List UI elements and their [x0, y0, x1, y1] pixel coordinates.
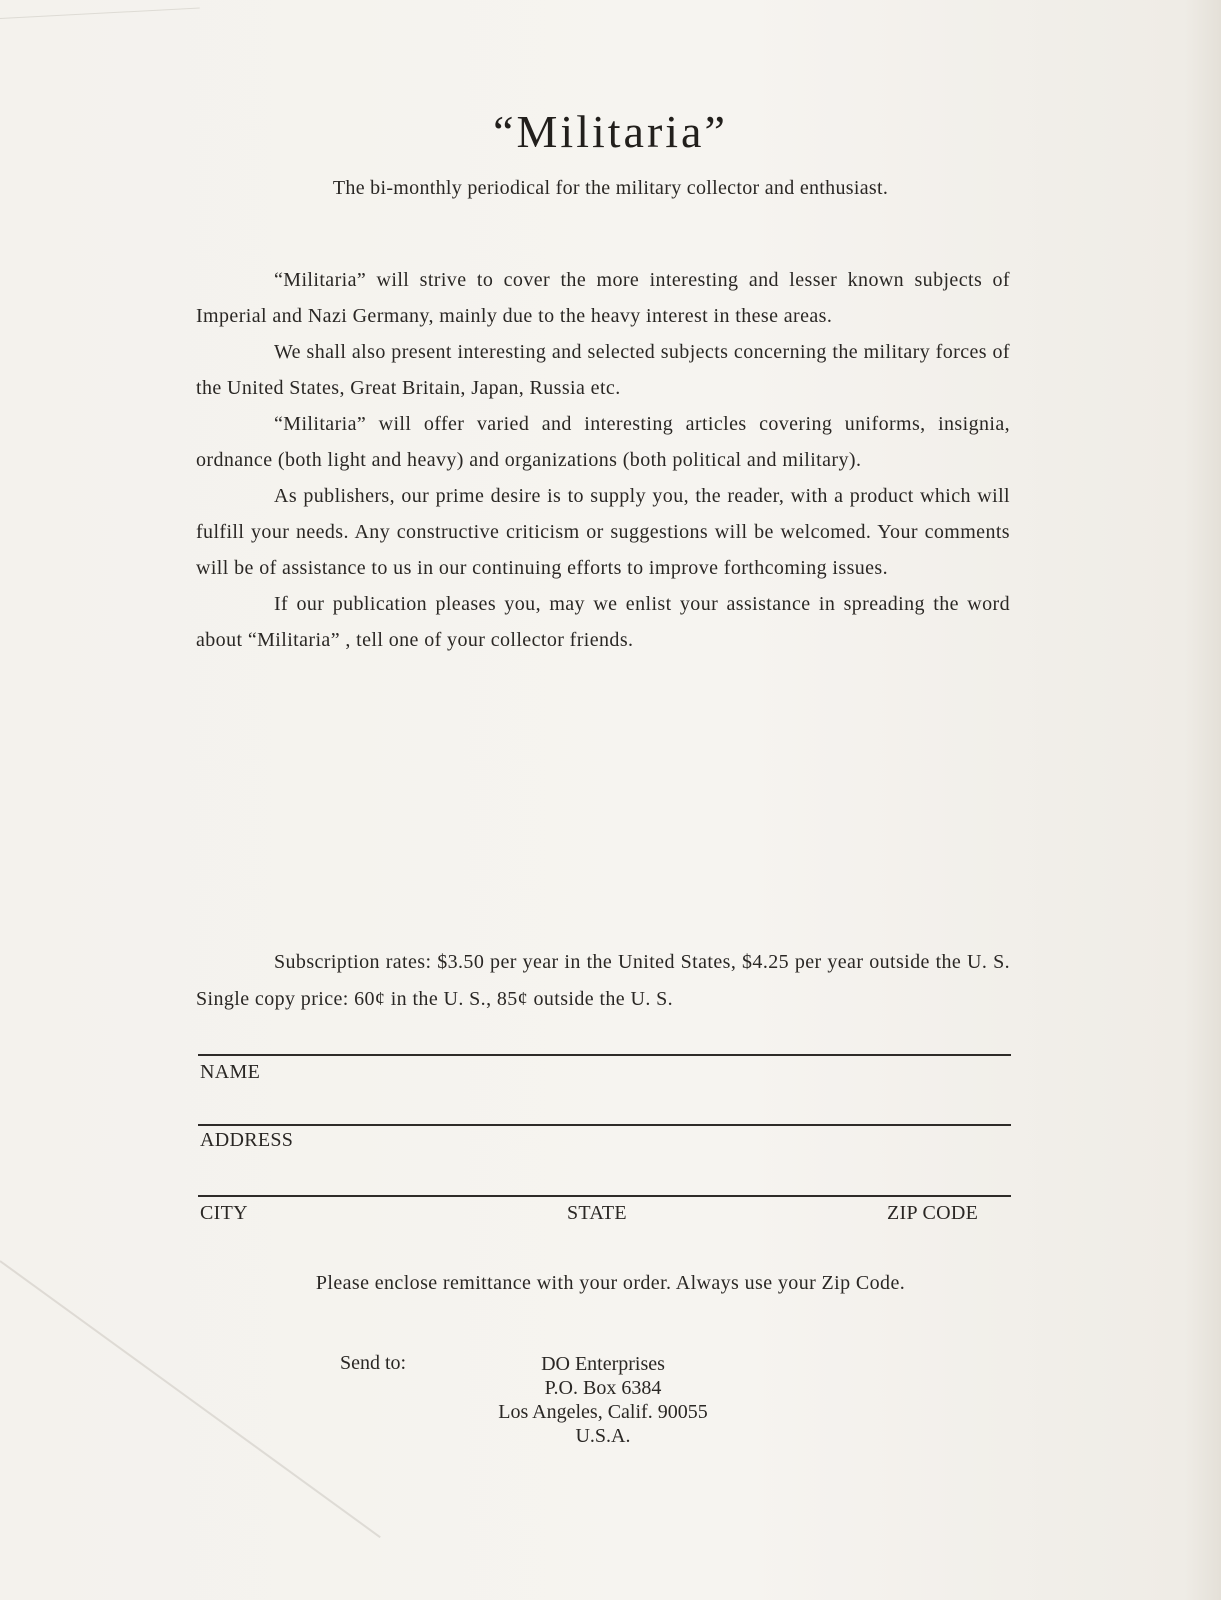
remittance-note: Please enclose remittance with your order. Always use your Zip Code. [315, 1272, 906, 1294]
city-state-zip-field-line[interactable] [198, 1195, 1011, 1197]
name-label: NAME [200, 1061, 261, 1083]
subscription-text: Subscription rates: $3.50 per year in the United States, $4.25 per year outside the U. S. Single copy price: 60¢ in the U. S., 85¢ outside the U. S. [196, 951, 1010, 1010]
paragraph: We shall also present interesting and selected subjects concerning the military forces of the United States, Great Britain, Japan, Russia etc. [196, 341, 1010, 399]
paragraph: As publishers, our prime desire is to supply you, the reader, with a product which will fulfill your needs. Any constructive criticism or suggestions will be welcomed. Your comments will be of assistance to us in our continuing efforts to improve forthcoming issues. [196, 485, 1010, 579]
address-line: Los Angeles, Calif. 90055 [498, 1401, 708, 1423]
paper-fold [0, 1260, 381, 1538]
paragraph: If our publication pleases you, may we enlist your assistance in spreading the word about “Militaria” , tell one of your collector friends. [196, 593, 1010, 651]
address-line: DO Enterprises [541, 1353, 665, 1375]
state-label: STATE [567, 1202, 627, 1224]
zip-code-label: ZIP CODE [887, 1202, 979, 1224]
mailing-address [450, 1352, 756, 1448]
address-label: ADDRESS [200, 1129, 294, 1151]
send-to-label: Send to: [340, 1352, 407, 1374]
subscription-rates [196, 944, 1010, 1018]
intro-text [196, 262, 1010, 658]
address-line: P.O. Box 6384 [544, 1377, 662, 1399]
paragraph: “Militaria” will offer varied and interesting articles covering uniforms, insignia, ordnance (both light and heavy) and organizations (both political and military). [196, 413, 1010, 471]
paragraph: “Militaria” will strive to cover the more interesting and lesser known subjects of Imperial and Nazi Germany, mainly due to the heavy interest in these areas. [196, 269, 1010, 327]
address-field-line[interactable] [198, 1124, 1011, 1126]
name-field-line[interactable] [198, 1054, 1011, 1056]
city-label: CITY [200, 1202, 248, 1224]
paper-crease [0, 8, 200, 19]
address-line: U.S.A. [575, 1425, 631, 1447]
page-subtitle: The bi-monthly periodical for the military collector and enthusiast. [332, 177, 889, 199]
page-title: “Militaria” [493, 106, 728, 157]
